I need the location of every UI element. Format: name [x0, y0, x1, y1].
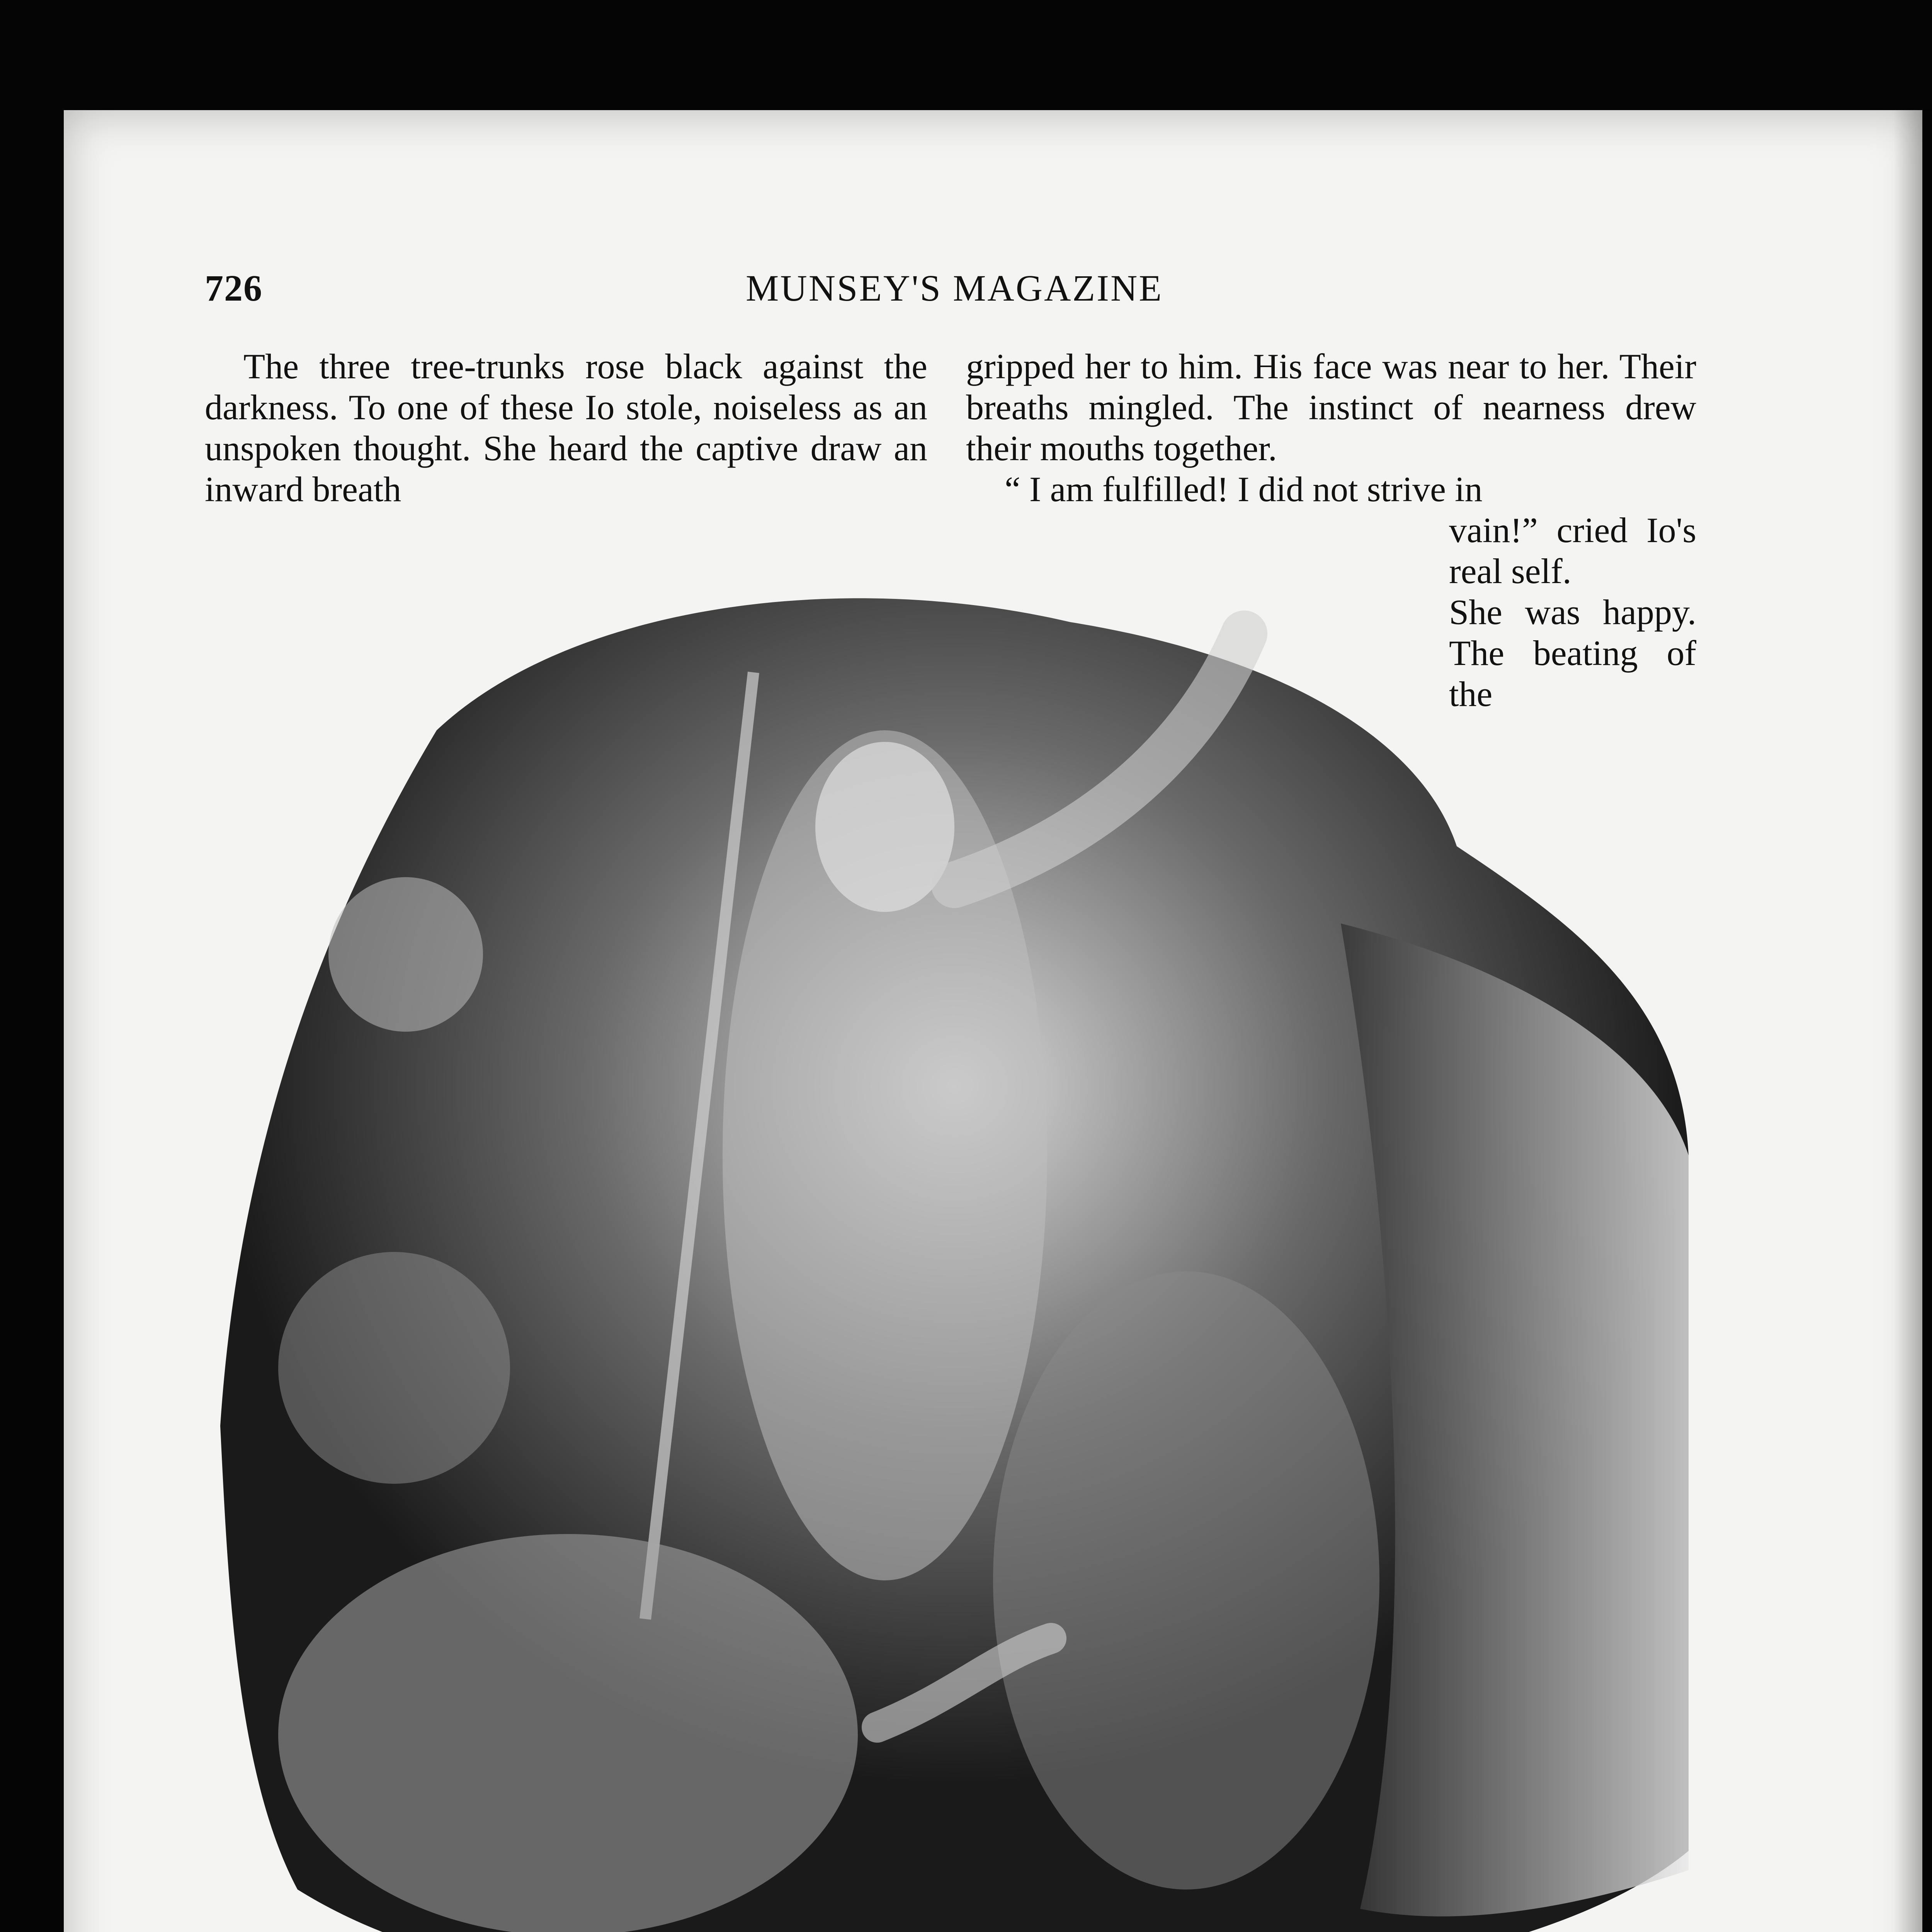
- paragraph: gripped her to him. His face was near to her. Their breaths mingled. The instinct of nearness drew their mouths together.: [966, 347, 1696, 468]
- gutter-shadow: [1893, 110, 1932, 1932]
- woman-face: [328, 877, 483, 1032]
- paragraph: The three tree-trunks rose black against the darkness. To one of these Io stole, noiseless as an unspoken thought. She heard the captive draw an inward breath: [205, 347, 927, 509]
- magazine-title: MUNSEY'S MAGAZINE: [746, 267, 1163, 309]
- story-illustration: [220, 576, 1704, 1932]
- firelight: [1341, 923, 1689, 1917]
- paragraph: She was happy. The beating of the: [1449, 592, 1696, 714]
- top-left-column: [205, 346, 927, 510]
- paragraph: “ I am fulfilled! I did not strive in: [1005, 469, 1483, 509]
- warrior-right: [993, 1271, 1379, 1889]
- running-head: [205, 267, 1704, 313]
- page-number: 726: [205, 267, 263, 309]
- warrior-left: [278, 1252, 510, 1484]
- paragraph: vain!” cried Io's real self.: [1449, 510, 1696, 591]
- warrior-front: [278, 1534, 858, 1932]
